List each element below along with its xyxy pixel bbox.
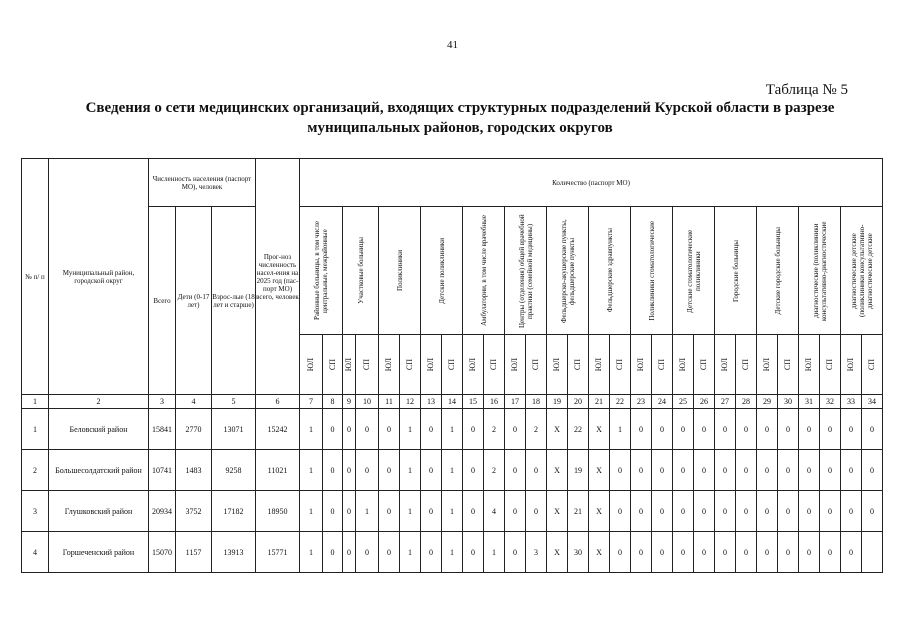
- column-number: 14: [442, 395, 463, 409]
- column-number: 28: [736, 395, 757, 409]
- table-cell: 0: [694, 450, 715, 491]
- table-cell: 0: [673, 532, 694, 573]
- column-number: 23: [631, 395, 652, 409]
- table-cell: 0: [799, 532, 820, 573]
- subheader-yul: ЮЛ: [799, 335, 820, 395]
- column-number: 2: [49, 395, 149, 409]
- table-cell: 1: [442, 450, 463, 491]
- column-number: 8: [323, 395, 343, 409]
- table-cell: 0: [379, 409, 400, 450]
- column-number: 21: [589, 395, 610, 409]
- table-cell: 0: [323, 532, 343, 573]
- header-name: Муниципальный район, городской округ: [49, 159, 149, 395]
- column-number: 18: [526, 395, 547, 409]
- table-cell: 1: [300, 450, 323, 491]
- table-cell: 0: [736, 491, 757, 532]
- subheader-sp: СП: [862, 335, 883, 395]
- table-cell: 0: [862, 450, 883, 491]
- table-cell: 0: [505, 491, 526, 532]
- table-cell: 19: [568, 450, 589, 491]
- column-number: 24: [652, 395, 673, 409]
- table-cell: Х: [547, 409, 568, 450]
- table-cell: 0: [736, 409, 757, 450]
- table-cell: 1: [300, 532, 323, 573]
- table-cell: 1: [442, 532, 463, 573]
- table-cell: 0: [323, 409, 343, 450]
- table-cell: 2770: [176, 409, 212, 450]
- column-number: 22: [610, 395, 631, 409]
- table-row: [22, 409, 883, 450]
- table-cell: 0: [862, 409, 883, 450]
- column-number: 13: [421, 395, 442, 409]
- table-cell: 0: [610, 450, 631, 491]
- table-cell: 2: [484, 450, 505, 491]
- table-row: [22, 450, 883, 491]
- table-cell: 1483: [176, 450, 212, 491]
- subheader-yul: ЮЛ: [841, 335, 862, 395]
- column-number: 34: [862, 395, 883, 409]
- table-cell: Х: [589, 409, 610, 450]
- table-cell: 0: [694, 409, 715, 450]
- table-cell: 0: [820, 532, 841, 573]
- table-cell: 0: [343, 491, 356, 532]
- table-row: [22, 491, 883, 532]
- table-cell: 0: [820, 450, 841, 491]
- table-cell: Х: [589, 491, 610, 532]
- category-header: Поликлиники стоматологические: [631, 207, 673, 335]
- table-cell: 0: [379, 491, 400, 532]
- table-cell: 0: [652, 409, 673, 450]
- category-header: Детские стоматологические поликлиники: [673, 207, 715, 335]
- table-cell: 0: [343, 409, 356, 450]
- table-cell: 15242: [256, 409, 300, 450]
- table-cell: 0: [820, 409, 841, 450]
- table-cell: 0: [463, 532, 484, 573]
- table-cell: 0: [778, 409, 799, 450]
- row-number: 3: [22, 491, 49, 532]
- table-cell: 1: [300, 491, 323, 532]
- table-cell: 11021: [256, 450, 300, 491]
- table-cell: 0: [421, 450, 442, 491]
- table-cell: 17182: [212, 491, 256, 532]
- column-number: 32: [820, 395, 841, 409]
- category-header: диагностические (поликлиники консультативно-диагностические: [799, 207, 841, 335]
- medical-network-table: [21, 158, 883, 573]
- table-cell: 0: [652, 491, 673, 532]
- table-cell: 0: [463, 450, 484, 491]
- subheader-sp: СП: [526, 335, 547, 395]
- column-number: 26: [694, 395, 715, 409]
- column-number: 1: [22, 395, 49, 409]
- table-cell: 0: [631, 532, 652, 573]
- table-cell: 18950: [256, 491, 300, 532]
- subheader-yul: ЮЛ: [343, 335, 356, 395]
- column-number: 10: [356, 395, 379, 409]
- table-cell: 0: [736, 532, 757, 573]
- table-cell: 21: [568, 491, 589, 532]
- column-number: 31: [799, 395, 820, 409]
- subheader-sp: СП: [610, 335, 631, 395]
- column-number: 11: [379, 395, 400, 409]
- table-cell: 15841: [149, 409, 176, 450]
- table-cell: 0: [379, 532, 400, 573]
- header-children: Дети (0-17 лет): [176, 207, 212, 395]
- subheader-sp: СП: [484, 335, 505, 395]
- column-number: 3: [149, 395, 176, 409]
- header-total: Всего: [149, 207, 176, 395]
- header-forecast: Прог-ноз численность насел-ения на 2025 год (пас-порт МО) всего, человек: [256, 159, 300, 395]
- table-cell: 0: [610, 491, 631, 532]
- column-number: 16: [484, 395, 505, 409]
- table-cell: 0: [631, 491, 652, 532]
- table-cell: 0: [343, 532, 356, 573]
- table-cell: 3752: [176, 491, 212, 532]
- subheader-yul: ЮЛ: [463, 335, 484, 395]
- subheader-sp: СП: [400, 335, 421, 395]
- district-name: Большесолдатский район: [49, 450, 149, 491]
- table-cell: Х: [547, 450, 568, 491]
- table-cell: 0: [715, 532, 736, 573]
- table-cell: 4: [484, 491, 505, 532]
- table-cell: 0: [715, 409, 736, 450]
- table-cell: 0: [526, 491, 547, 532]
- table-cell: 0: [841, 532, 862, 573]
- category-header: Детские городские больницы: [757, 207, 799, 335]
- subheader-yul: ЮЛ: [505, 335, 526, 395]
- table-cell: 0: [652, 532, 673, 573]
- district-name: Глушковский район: [49, 491, 149, 532]
- table-cell: 0: [841, 409, 862, 450]
- column-number: 33: [841, 395, 862, 409]
- table-cell: 9258: [212, 450, 256, 491]
- category-header: диагностические детские (поликлиники консультативно-диагностические детские: [841, 207, 883, 335]
- table-cell: 1: [400, 491, 421, 532]
- table-cell: 10741: [149, 450, 176, 491]
- table-cell: 1157: [176, 532, 212, 573]
- table-cell: 1: [300, 409, 323, 450]
- subheader-sp: СП: [652, 335, 673, 395]
- header-quantity: Количество (паспорт МО): [300, 159, 883, 207]
- table-cell: 0: [673, 450, 694, 491]
- subheader-sp: СП: [694, 335, 715, 395]
- table-cell: 0: [343, 450, 356, 491]
- category-header: Центры (отделения) общей врачебной практики (семейной медицины): [505, 207, 547, 335]
- table-cell: 0: [778, 491, 799, 532]
- category-header: Фельдшерские здравпункты: [589, 207, 631, 335]
- table-cell: 1: [356, 491, 379, 532]
- table-cell: 0: [379, 450, 400, 491]
- table-cell: 0: [820, 491, 841, 532]
- table-cell: Х: [547, 532, 568, 573]
- table-cell: 0: [715, 491, 736, 532]
- table-cell: 0: [799, 450, 820, 491]
- table-cell: 0: [841, 450, 862, 491]
- table-cell: 1: [400, 532, 421, 573]
- table-cell: 0: [778, 450, 799, 491]
- subheader-sp: СП: [356, 335, 379, 395]
- subheader-sp: СП: [778, 335, 799, 395]
- table-cell: 0: [356, 532, 379, 573]
- table-cell: 0: [715, 450, 736, 491]
- table-cell: 0: [631, 409, 652, 450]
- table-cell: 0: [673, 491, 694, 532]
- category-header: Районные больницы, в том числе центральные, межрайонные: [300, 207, 343, 335]
- column-number: 5: [212, 395, 256, 409]
- table-cell: 0: [694, 532, 715, 573]
- category-header: Поликлиники: [379, 207, 421, 335]
- column-number: 15: [463, 395, 484, 409]
- table-cell: 0: [356, 450, 379, 491]
- table-cell: 0: [757, 409, 778, 450]
- column-number: 12: [400, 395, 421, 409]
- table-cell: 0: [673, 409, 694, 450]
- district-name: Беловский район: [49, 409, 149, 450]
- table-cell: 0: [421, 491, 442, 532]
- table-cell: 30: [568, 532, 589, 573]
- table-cell: 0: [652, 450, 673, 491]
- table-cell: 22: [568, 409, 589, 450]
- table-cell: 2: [484, 409, 505, 450]
- table-cell: 0: [799, 409, 820, 450]
- column-number: 25: [673, 395, 694, 409]
- table-cell: Х: [547, 491, 568, 532]
- table-cell: 0: [463, 491, 484, 532]
- table-cell: 0: [505, 409, 526, 450]
- subheader-yul: ЮЛ: [715, 335, 736, 395]
- table-cell: 1: [442, 409, 463, 450]
- subheader-yul: ЮЛ: [547, 335, 568, 395]
- table-cell: 0: [757, 532, 778, 573]
- subheader-sp: СП: [568, 335, 589, 395]
- table-cell: Х: [589, 532, 610, 573]
- district-name: Горшеченский район: [49, 532, 149, 573]
- subheader-yul: ЮЛ: [421, 335, 442, 395]
- category-header: Детские поликлиники: [421, 207, 463, 335]
- table-cell: 3: [526, 532, 547, 573]
- table-cell: 1: [400, 450, 421, 491]
- row-number: 2: [22, 450, 49, 491]
- table-cell: 15070: [149, 532, 176, 573]
- table-cell: 0: [778, 532, 799, 573]
- page-number: 41: [447, 39, 458, 51]
- column-number: 27: [715, 395, 736, 409]
- table-cell: 0: [694, 491, 715, 532]
- table-cell: 0: [799, 491, 820, 532]
- column-number: 20: [568, 395, 589, 409]
- column-number: 4: [176, 395, 212, 409]
- category-header: Фельдшерско-акушерские пункты, фельдшерские пункты: [547, 207, 589, 335]
- document-title: Сведения о сети медицинских организаций, входящих структурных подразделений Курской области в разрезе муниципальных районов, городских округов: [85, 100, 835, 136]
- table-cell: 0: [463, 409, 484, 450]
- column-number: 17: [505, 395, 526, 409]
- subheader-yul: ЮЛ: [589, 335, 610, 395]
- subheader-sp: СП: [820, 335, 841, 395]
- table-cell: 20934: [149, 491, 176, 532]
- table-cell: 0: [356, 409, 379, 450]
- table-cell: 13071: [212, 409, 256, 450]
- column-number: 9: [343, 395, 356, 409]
- row-number: 4: [22, 532, 49, 573]
- table-cell: 0: [421, 532, 442, 573]
- subheader-sp: СП: [323, 335, 343, 395]
- table-cell: 0: [610, 532, 631, 573]
- table-cell: 1: [484, 532, 505, 573]
- header-no: № п/ п: [22, 159, 49, 395]
- table-cell: 0: [757, 450, 778, 491]
- table-cell: 15771: [256, 532, 300, 573]
- table-label: Таблица № 5: [765, 82, 848, 98]
- table-cell: 0: [757, 491, 778, 532]
- table-cell: 0: [421, 409, 442, 450]
- subheader-yul: ЮЛ: [757, 335, 778, 395]
- table-cell: 0: [323, 491, 343, 532]
- category-header: Участковые больницы: [343, 207, 379, 335]
- table-cell: 0: [323, 450, 343, 491]
- subheader-yul: ЮЛ: [379, 335, 400, 395]
- table-cell: 0: [526, 450, 547, 491]
- table-row: [22, 532, 883, 573]
- table-cell: 1: [400, 409, 421, 450]
- column-number: 6: [256, 395, 300, 409]
- row-number: 1: [22, 409, 49, 450]
- subheader-yul: ЮЛ: [631, 335, 652, 395]
- table-cell: Х: [589, 450, 610, 491]
- table-cell: 0: [631, 450, 652, 491]
- subheader-yul: ЮЛ: [673, 335, 694, 395]
- table-cell: 0: [862, 491, 883, 532]
- subheader-yul: ЮЛ: [300, 335, 323, 395]
- table-cell: 0: [505, 532, 526, 573]
- table-cell: 0: [841, 491, 862, 532]
- table-cell: 1: [610, 409, 631, 450]
- table-cell: 1: [442, 491, 463, 532]
- column-number: 19: [547, 395, 568, 409]
- subheader-sp: СП: [442, 335, 463, 395]
- table-cell: 0: [736, 450, 757, 491]
- category-header: Амбулатории, в том числе врачебные: [463, 207, 505, 335]
- column-number: 29: [757, 395, 778, 409]
- subheader-sp: СП: [736, 335, 757, 395]
- header-population: Численность населения (паспорт МО), человек: [149, 159, 256, 207]
- table-cell: 13913: [212, 532, 256, 573]
- header-adults: Взрос-лые (18 лет и старше): [212, 207, 256, 395]
- category-header: Городские больницы: [715, 207, 757, 335]
- column-number: 30: [778, 395, 799, 409]
- table-cell: [862, 532, 883, 573]
- table-cell: 2: [526, 409, 547, 450]
- column-number: 7: [300, 395, 323, 409]
- table-cell: 0: [505, 450, 526, 491]
